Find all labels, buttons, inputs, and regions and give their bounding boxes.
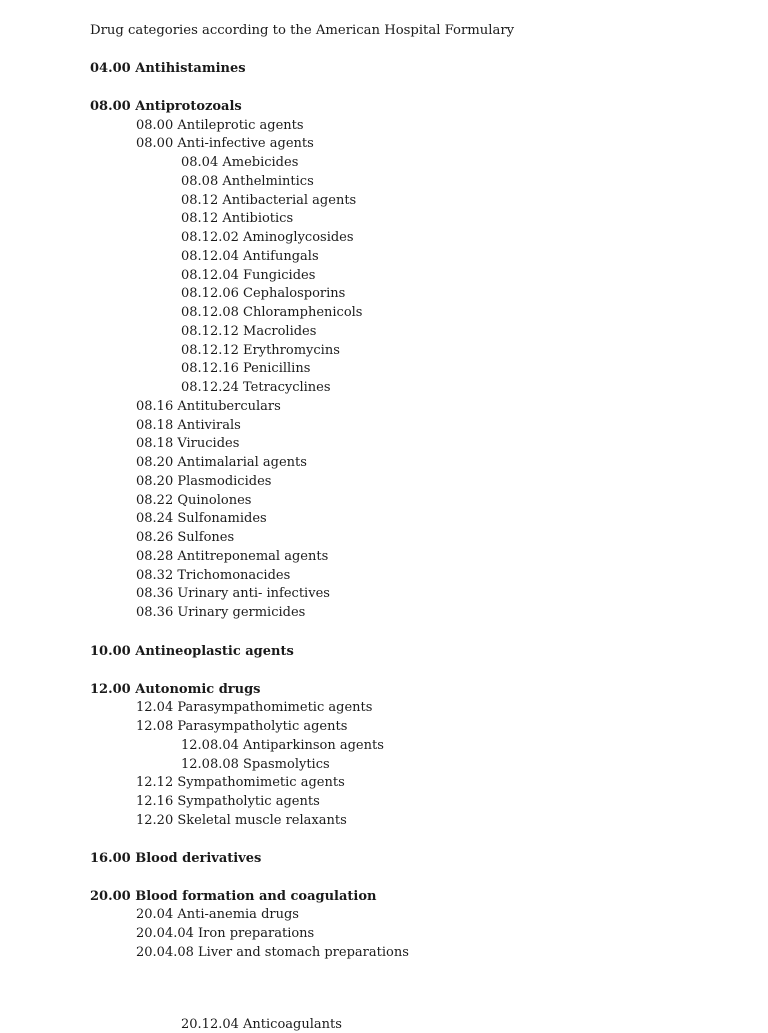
list-item: 08.22 Quinolones: [136, 493, 252, 508]
heading-antihistamines: 04.00 Antihistamines: [90, 61, 246, 76]
list-item: 20.04.04 Iron preparations: [136, 926, 315, 941]
list-item: 08.36 Urinary germicides: [136, 605, 306, 620]
list-item: 08.26 Sulfones: [136, 530, 235, 545]
list-item: 08.12.04 Fungicides: [181, 268, 316, 283]
list-item: 08.12.12 Macrolides: [181, 324, 317, 339]
list-item: 08.18 Virucides: [136, 436, 240, 451]
heading-blood-derivatives: 16.00 Blood derivatives: [90, 851, 262, 866]
heading-antineoplastic-agents: 10.00 Antineoplastic agents: [90, 644, 294, 659]
list-item: 08.12 Antibiotics: [181, 211, 294, 226]
list-item: 08.20 Plasmodicides: [136, 474, 272, 489]
list-item: 08.12.16 Penicillins: [181, 361, 311, 376]
list-item: 12.04 Parasympathomimetic agents: [136, 700, 373, 715]
list-item: 08.32 Trichomonacides: [136, 568, 291, 583]
heading-antiprotozoals: 08.00 Antiprotozoals: [90, 99, 242, 114]
list-item: 20.04.08 Liver and stomach preparations: [136, 945, 409, 960]
list-item: 08.12.24 Tetracyclines: [181, 380, 331, 395]
list-item: 08.12.02 Aminoglycosides: [181, 230, 354, 245]
list-item: 08.12.12 Erythromycins: [181, 343, 340, 358]
list-item: 08.18 Antivirals: [136, 418, 241, 433]
list-item: 08.00 Antileprotic agents: [136, 118, 304, 133]
document-title: Drug categories according to the American Hospital Formulary: [90, 23, 515, 38]
list-item: 12.08.04 Antiparkinson agents: [181, 738, 384, 753]
heading-blood-formation-and-coagulation: 20.00 Blood formation and coagulation: [90, 889, 377, 904]
list-item: 08.04 Amebicides: [181, 155, 299, 170]
list-item: 08.12 Antibacterial agents: [181, 193, 357, 208]
list-item: 20.12.04 Anticoagulants: [181, 1017, 342, 1032]
list-item: 08.08 Anthelmintics: [181, 174, 314, 189]
list-item: 12.16 Sympatholytic agents: [136, 794, 320, 809]
list-item: 08.16 Antituberculars: [136, 399, 281, 414]
list-item: 08.28 Antitreponemal agents: [136, 549, 329, 564]
list-item: 08.20 Antimalarial agents: [136, 455, 307, 470]
list-item: 20.04 Anti-anemia drugs: [136, 907, 299, 922]
list-item: 08.24 Sulfonamides: [136, 511, 267, 526]
list-item: 12.08 Parasympatholytic agents: [136, 719, 348, 734]
list-item: 08.12.06 Cephalosporins: [181, 286, 346, 301]
list-item: 12.12 Sympathomimetic agents: [136, 775, 345, 790]
list-item: 12.08.08 Spasmolytics: [181, 757, 330, 772]
list-item: 08.12.04 Antifungals: [181, 249, 319, 264]
list-item: 08.12.08 Chloramphenicols: [181, 305, 363, 320]
list-item: 08.00 Anti-infective agents: [136, 136, 314, 151]
list-item: 12.20 Skeletal muscle relaxants: [136, 813, 347, 828]
heading-autonomic-drugs: 12.00 Autonomic drugs: [90, 682, 261, 697]
list-item: 08.36 Urinary anti- infectives: [136, 586, 330, 601]
